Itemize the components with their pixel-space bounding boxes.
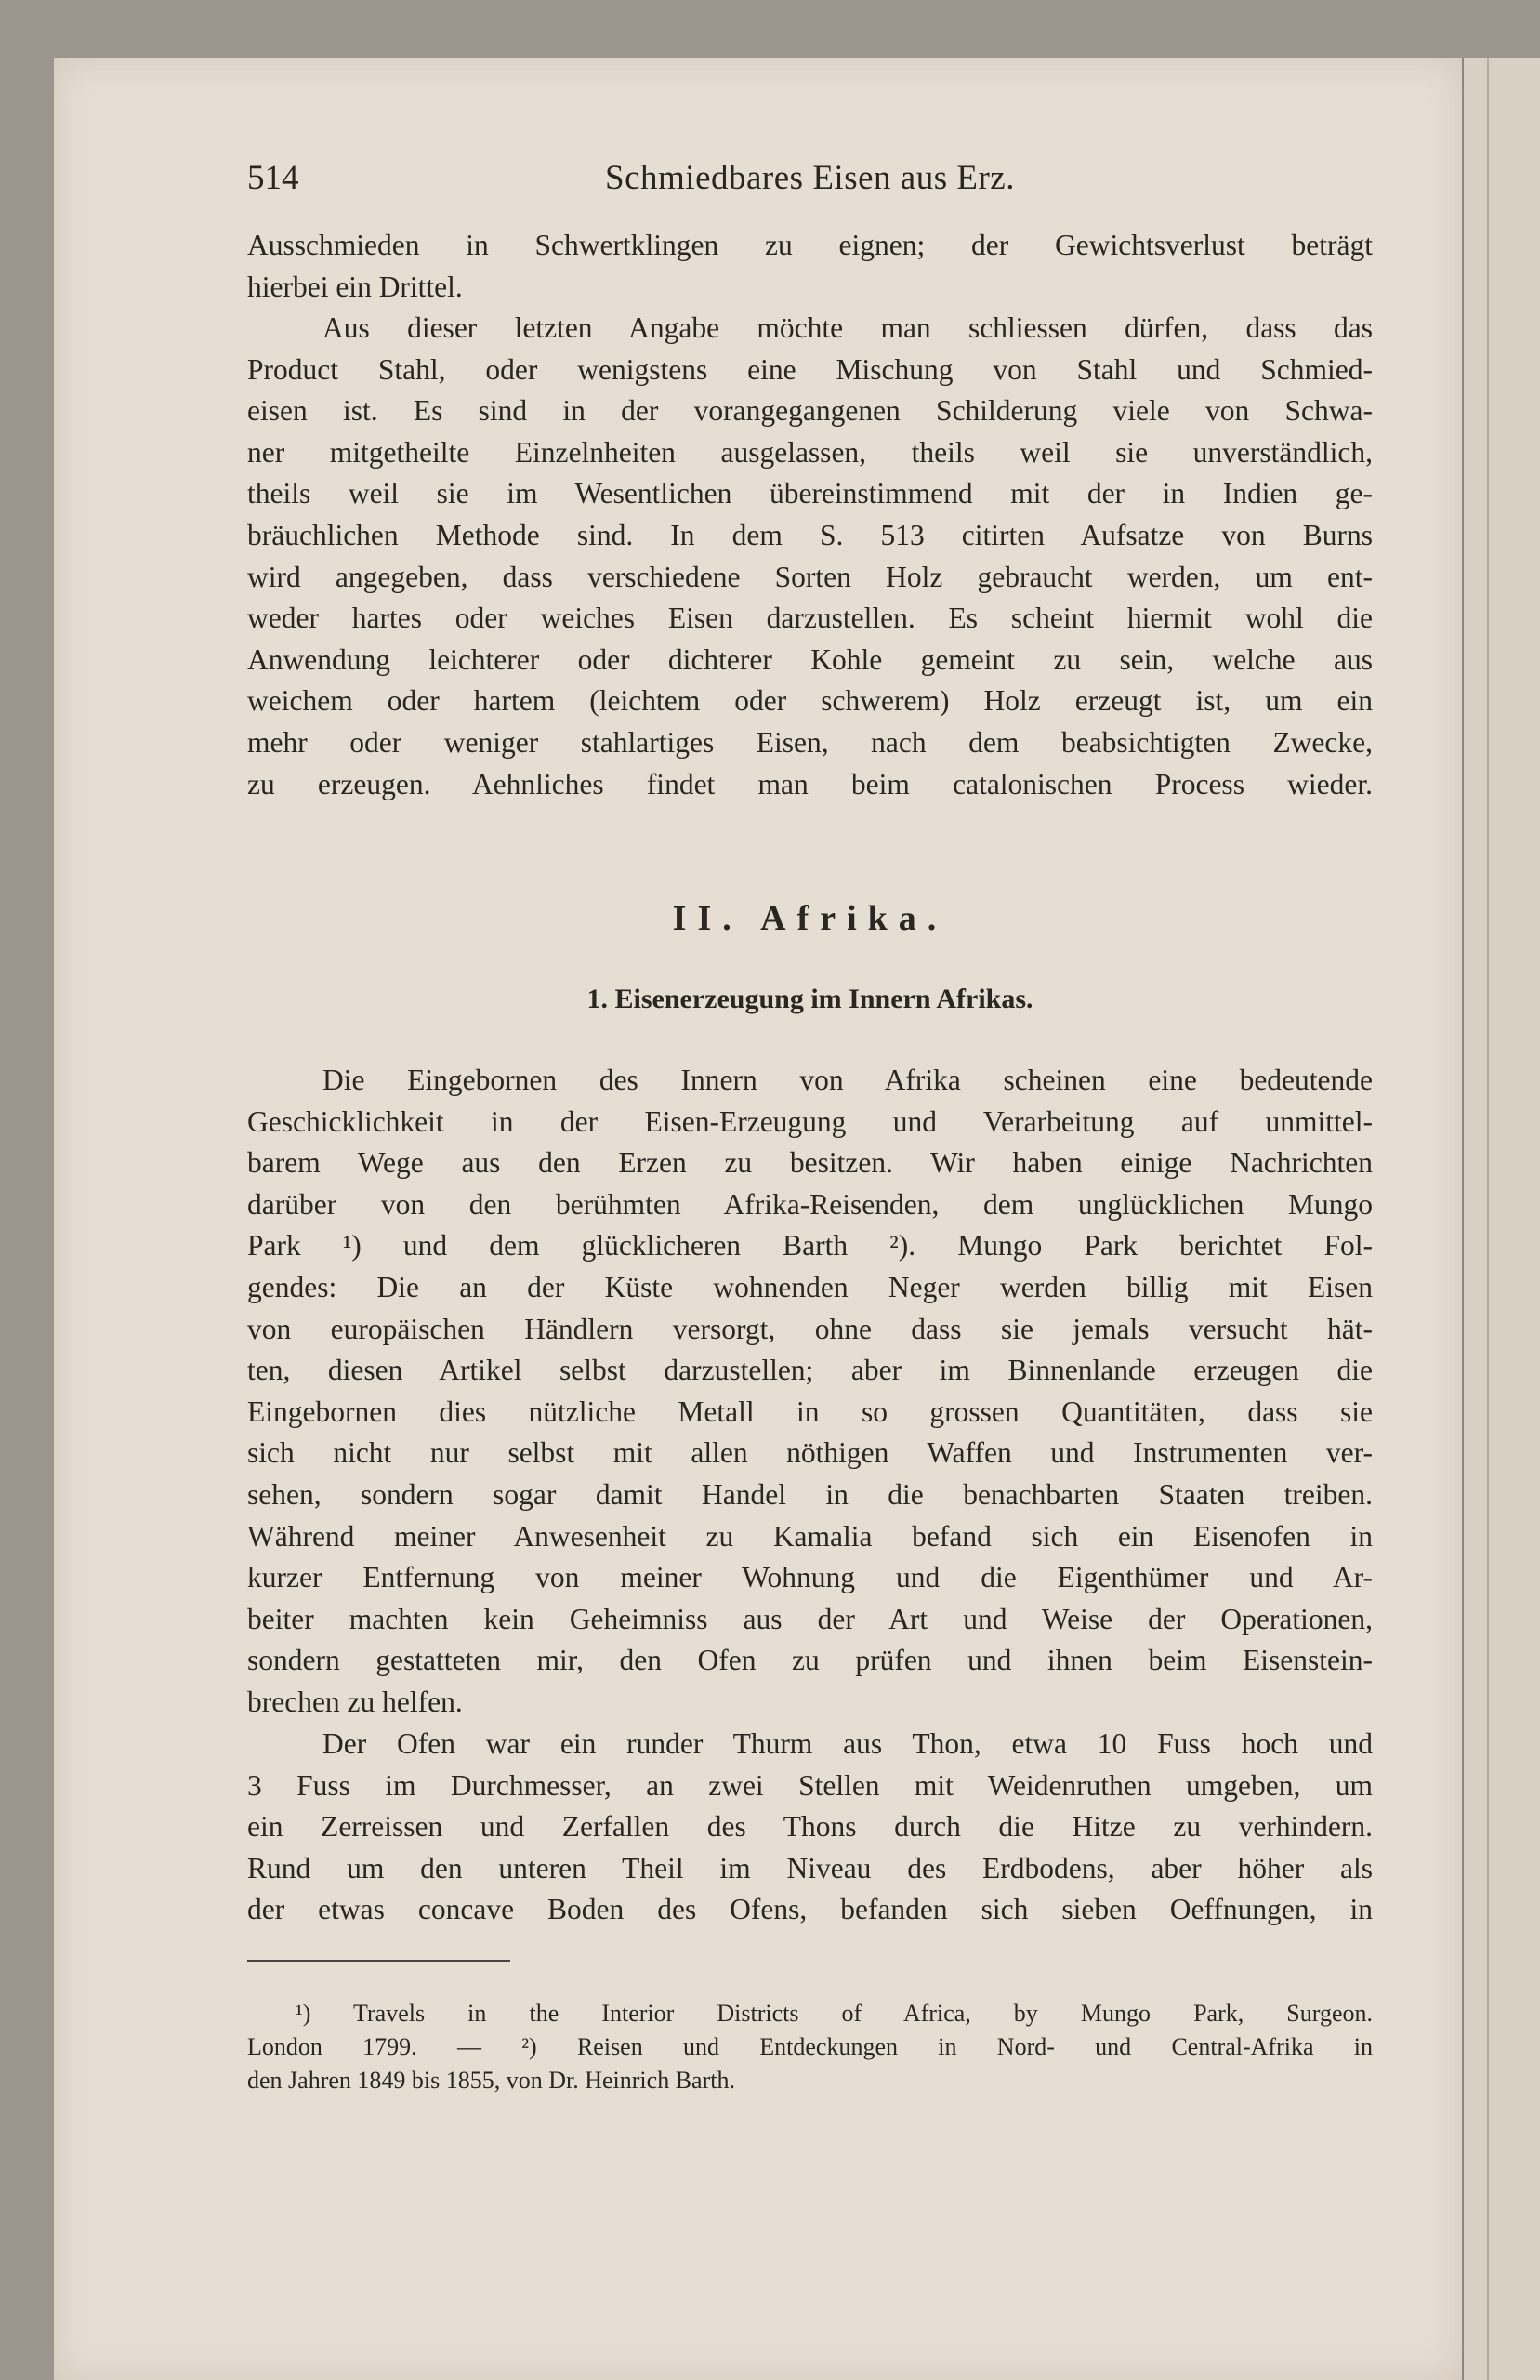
text-line: Product Stahl, oder wenigstens eine Mischung von Stahl und Schmied- [247, 352, 1373, 386]
text-line: ten, diesen Artikel selbst darzustellen; aber im Binnenlande erzeugen die [247, 1354, 1373, 1387]
text-line: Geschicklichkeit in der Eisen-Erzeugung und Verarbeitung auf unmittel- [247, 1104, 1373, 1138]
text-line: 3 Fuss im Durchmesser, an zwei Stellen mit Weidenruthen umgeben, um [247, 1768, 1373, 1802]
paragraph-2 [247, 308, 1373, 805]
text-line: theils weil sie im Wesentlichen übereinstimmend mit der in Indien ge- [247, 477, 1373, 510]
text-line: ein Zerreissen und Zerfallen des Thons durch die Hitze zu verhindern. [247, 1810, 1373, 1844]
text-line: Der Ofen war ein runder Thurm aus Thon, etwa 10 Fuss hoch und [322, 1727, 1373, 1760]
text-line: Anwendung leichterer oder dichterer Kohle gemeint zu sein, welche aus [247, 642, 1373, 676]
text-line: weder hartes oder weiches Eisen darzustellen. Es scheint hiermit wohl die [247, 602, 1373, 635]
next-page-edge [1462, 58, 1540, 2380]
text-line: wird angegeben, dass verschiedene Sorten Holz gebraucht werden, um ent- [247, 560, 1373, 593]
text-line: darüber von den berühmten Afrika-Reisenden, dem unglücklichen Mungo [247, 1187, 1373, 1221]
text-line: hierbei ein Drittel. [247, 270, 463, 303]
running-header [247, 158, 1373, 205]
text-line: zu erzeugen. Aehnliches findet man beim catalonischen Process wieder. [247, 767, 1373, 800]
text-line: sondern gestatteten mir, den Ofen zu prüfen und ihnen beim Eisenstein- [247, 1644, 1373, 1677]
text-line: Während meiner Anwesenheit zu Kamalia befand sich ein Eisenofen in [247, 1519, 1373, 1553]
paragraph-1 [247, 225, 1373, 308]
text-line: Rund um den unteren Theil im Niveau des Erdbodens, aber höher als [247, 1851, 1373, 1884]
page-number: 514 [247, 159, 299, 197]
text-line: sich nicht nur selbst mit allen nöthigen Waffen und Instrumenten ver- [247, 1436, 1373, 1470]
section-heading: II. Afrika. [672, 899, 948, 938]
text-line: mehr oder weniger stahlartiges Eisen, nach dem beabsichtigten Zwecke, [247, 725, 1373, 759]
text-line: der etwas concave Boden des Ofens, befanden sich sieben Oeffnungen, in [247, 1893, 1373, 1926]
subsection-heading: 1. Eisenerzeugung im Innern Afrikas. [586, 984, 1033, 1014]
text-line: beiter machten kein Geheimniss aus der Art und Weise der Operationen, [247, 1602, 1373, 1635]
text-line: sehen, sondern sogar damit Handel in die benachbarten Staaten treiben. [247, 1477, 1373, 1511]
page-edge-line [1487, 58, 1489, 2380]
text-line: Aus dieser letzten Angabe möchte man schliessen dürfen, dass das [322, 311, 1373, 344]
footnote-rule [247, 1960, 510, 1962]
text-line: Park ¹) und dem glücklicheren Barth ²). Mungo Park berichtet Fol- [247, 1229, 1373, 1263]
text-line: gendes: Die an der Küste wohnenden Neger werden billig mit Eisen [247, 1270, 1373, 1303]
text-line: barem Wege aus den Erzen zu besitzen. Wir haben einige Nachrichten [247, 1146, 1373, 1180]
text-line: London 1799. — ²) Reisen und Entdeckungen in Nord- und Central-Afrika in [247, 2033, 1373, 2060]
text-line: bräuchlichen Methode sind. In dem S. 513 citirten Aufsatze von Burns [247, 518, 1373, 551]
text-line: Eingebornen dies nützliche Metall in so grossen Quantitäten, dass sie [247, 1395, 1373, 1428]
text-line: Die Eingebornen des Innern von Afrika scheinen eine bedeutende [322, 1064, 1373, 1096]
text-line: brechen zu helfen. [247, 1685, 463, 1718]
text-line: weichem oder hartem (leichtem oder schwerem) Holz erzeugt ist, um ein [247, 684, 1373, 718]
footnotes [247, 1997, 1373, 2097]
text-line: ner mitgetheilte Einzelnheiten ausgelassen, theils weil sie unverständlich, [247, 435, 1373, 469]
text-line: Ausschmieden in Schwertklingen zu eignen; der Gewichtsverlust beträgt [247, 229, 1373, 261]
text-line: von europäischen Händlern versorgt, ohne dass sie jemals versucht hät- [247, 1312, 1373, 1345]
text-line: eisen ist. Es sind in der vorangegangenen Schilderung viele von Schwa- [247, 394, 1373, 428]
text-line: kurzer Entfernung von meiner Wohnung und die Eigenthümer und Ar- [247, 1561, 1373, 1594]
text-line: ¹) Travels in the Interior Districts of Africa, by Mungo Park, Surgeon. [296, 2000, 1373, 2027]
running-title: Schmiedbares Eisen aus Erz. [605, 159, 1015, 197]
text-line: den Jahren 1849 bis 1855, von Dr. Heinrich Barth. [247, 2067, 735, 2094]
paragraph-4 [247, 1724, 1373, 1931]
paragraph-3 [247, 1060, 1373, 1724]
